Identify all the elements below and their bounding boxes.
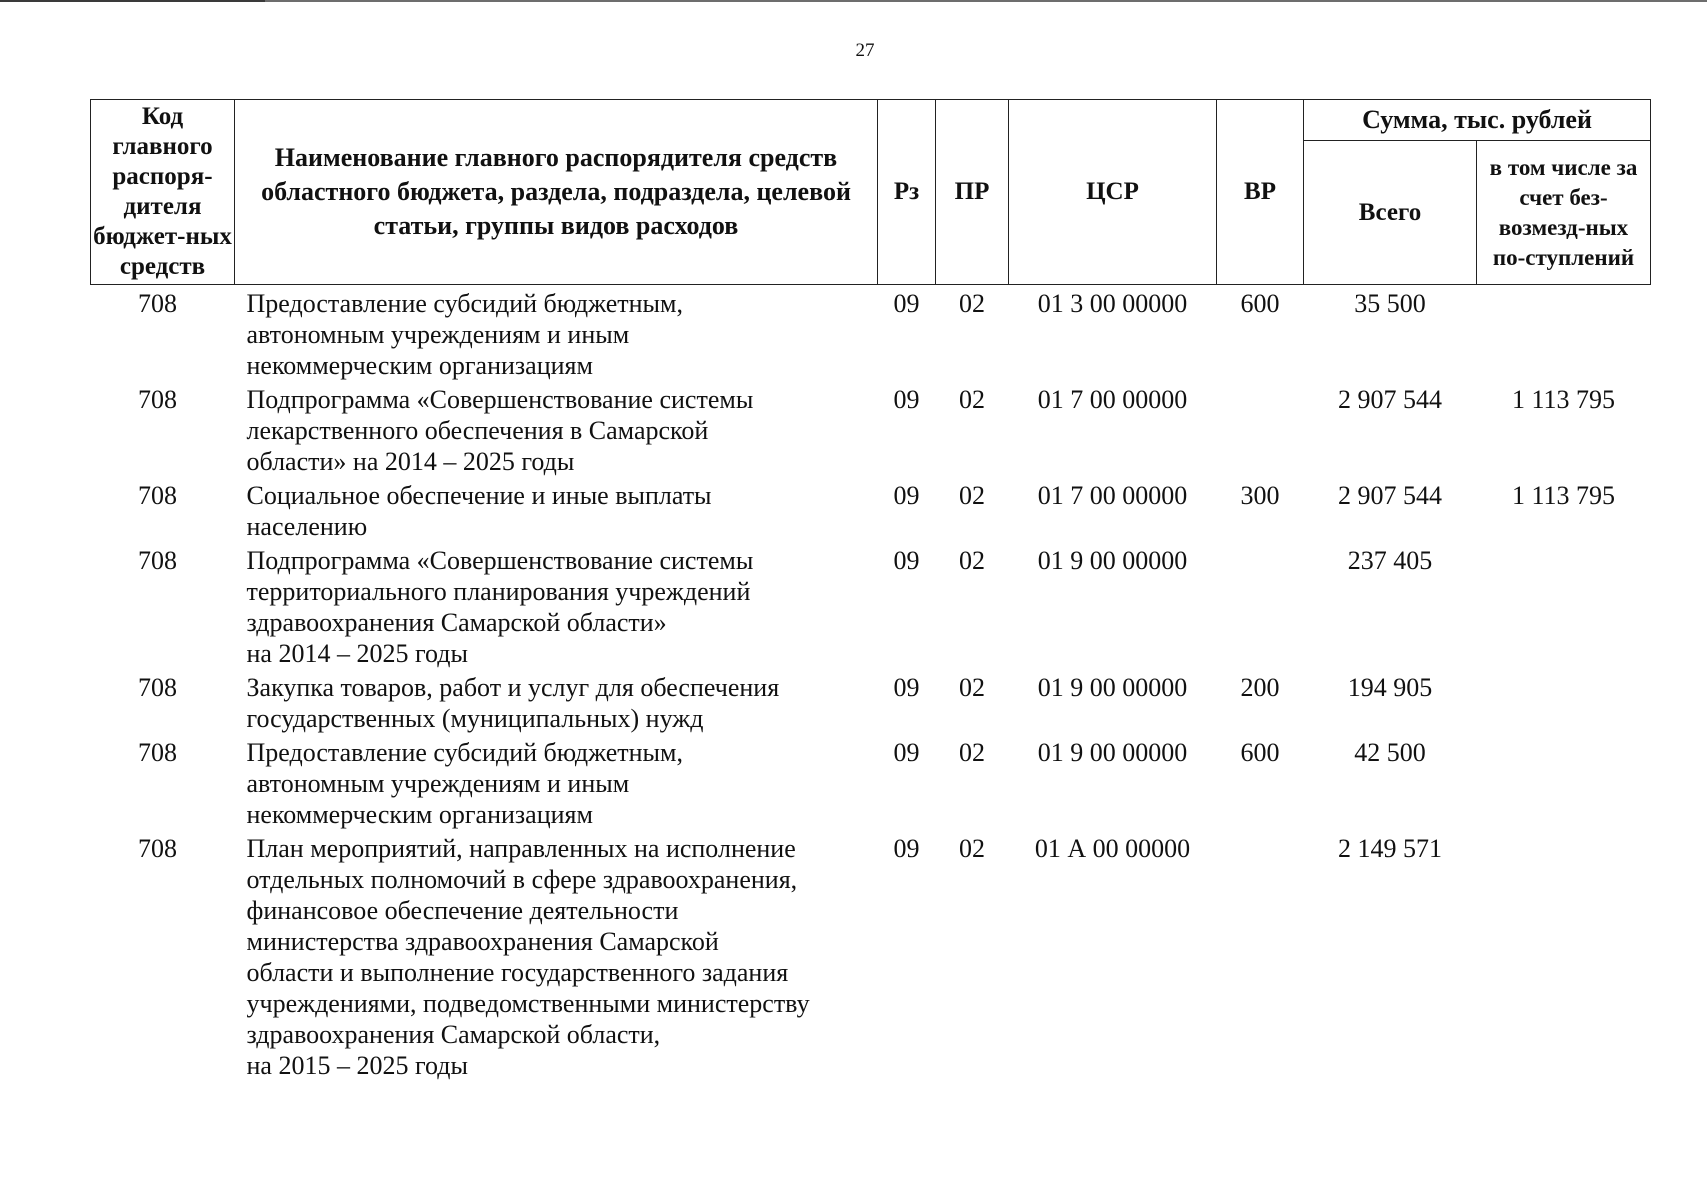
cell-name: Подпрограмма «Совершенствование системы территориального планирования учреждений здравоохранения Самарской области» на 2014 – 2025 годы <box>246 546 754 668</box>
cell-name: Закупка товаров, работ и услуг для обеспечения государственных (муниципальных) нужд <box>246 673 780 733</box>
cell-total: 42 500 <box>1354 738 1426 767</box>
cell-name: План мероприятий, направленных на исполнение отдельных полномочий в сфере здравоохранения, финансовое обеспечение деятельности министерства здравоохранения Самарской области и выполнение государственного задания учреждениями, подведомственными министерству здравоохранения Самарской области, на 2015 – 2025 годы <box>246 834 810 1080</box>
cell-total: 2 907 544 <box>1338 385 1442 414</box>
cell-total: 35 500 <box>1354 289 1426 318</box>
cell-pr: 02 <box>959 546 985 575</box>
header-pr-label: ПР <box>954 178 990 205</box>
cell-code: 708 <box>138 738 177 767</box>
cell-pr: 02 <box>959 385 985 414</box>
cell-vr <box>1217 381 1304 477</box>
header-sum-label: Сумма, тыс. рублей <box>1362 105 1592 134</box>
header-pr <box>936 100 1009 285</box>
table-row <box>91 542 1651 669</box>
cell-vr: 200 <box>1240 673 1280 702</box>
cell-vr: 300 <box>1240 481 1280 510</box>
table-header <box>91 100 1651 285</box>
cell-code: 708 <box>138 673 177 702</box>
cell-code: 708 <box>138 481 177 510</box>
cell-vr <box>1217 830 1304 1081</box>
cell-total: 2 149 571 <box>1338 834 1442 863</box>
cell-name: Предоставление субсидий бюджетным, автономным учреждениям и иным некоммерческим организациям <box>246 738 683 829</box>
cell-pr: 02 <box>959 481 985 510</box>
cell-vr: 600 <box>1240 289 1280 318</box>
header-rz-label: Рз <box>893 178 920 205</box>
cell-incl <box>1477 669 1651 734</box>
cell-rz: 09 <box>893 738 920 767</box>
cell-code: 708 <box>138 289 177 318</box>
header-csr <box>1009 100 1217 285</box>
header-rz <box>878 100 936 285</box>
cell-csr: 01 3 00 00000 <box>1037 289 1188 318</box>
cell-total: 2 907 544 <box>1338 481 1442 510</box>
page-number: 27 <box>855 40 875 61</box>
cell-incl <box>1477 542 1651 669</box>
cell-rz: 09 <box>893 289 920 318</box>
header-name <box>235 100 878 285</box>
table-row <box>91 669 1651 734</box>
cell-rz: 09 <box>893 673 920 702</box>
cell-csr: 01 9 00 00000 <box>1037 738 1188 767</box>
header-csr-label: ЦСР <box>1086 178 1139 205</box>
cell-vr: 600 <box>1240 738 1280 767</box>
cell-rz: 09 <box>893 385 920 414</box>
cell-code: 708 <box>138 546 177 575</box>
cell-csr: 01 7 00 00000 <box>1037 481 1188 510</box>
header-incl-label: в том числе за счет без-возмезд-ных по-ступлений <box>1489 154 1638 270</box>
cell-name: Предоставление субсидий бюджетным, автономным учреждениям и иным некоммерческим организациям <box>246 289 683 380</box>
header-total <box>1304 141 1477 285</box>
header-incl <box>1477 141 1651 285</box>
cell-pr: 02 <box>959 738 985 767</box>
table-row <box>91 285 1651 382</box>
cell-incl <box>1477 285 1651 382</box>
cell-incl: 1 113 795 <box>1511 481 1616 510</box>
table-row <box>91 830 1651 1081</box>
header-vr <box>1217 100 1304 285</box>
cell-csr: 01 7 00 00000 <box>1037 385 1188 414</box>
cell-pr: 02 <box>959 673 985 702</box>
cell-name: Подпрограмма «Совершенствование системы лекарственного обеспечения в Самарской области» на 2014 – 2025 годы <box>246 385 754 476</box>
header-code-label: Код главного распоря-дителя бюджет-ных средств <box>93 103 232 280</box>
cell-csr: 01 9 00 00000 <box>1037 546 1188 575</box>
cell-vr <box>1217 542 1304 669</box>
cell-total: 237 405 <box>1347 546 1433 575</box>
cell-incl: 1 113 795 <box>1511 385 1616 414</box>
cell-pr: 02 <box>959 834 985 863</box>
cell-csr: 01 А 00 00000 <box>1034 834 1191 863</box>
header-row-1 <box>91 100 1651 141</box>
scan-top-edge-dark <box>0 0 265 2</box>
header-code <box>91 100 235 285</box>
table-row <box>91 381 1651 477</box>
cell-code: 708 <box>138 834 177 863</box>
cell-code: 708 <box>138 385 177 414</box>
header-sum <box>1304 100 1651 141</box>
cell-pr: 02 <box>959 289 985 318</box>
cell-rz: 09 <box>893 481 920 510</box>
budget-table <box>90 99 1651 1081</box>
cell-rz: 09 <box>893 834 920 863</box>
cell-total: 194 905 <box>1347 673 1433 702</box>
header-vr-label: ВР <box>1244 178 1276 205</box>
cell-incl <box>1477 734 1651 830</box>
table-row <box>91 477 1651 542</box>
table-body <box>91 285 1651 1082</box>
cell-incl <box>1477 830 1651 1081</box>
header-total-label: Всего <box>1358 198 1422 226</box>
header-name-label: Наименование главного распорядителя средств областного бюджета, раздела, подраздела, целевой статьи, группы видов расходов <box>261 143 851 240</box>
cell-csr: 01 9 00 00000 <box>1037 673 1188 702</box>
cell-name: Социальное обеспечение и иные выплаты населению <box>246 481 712 541</box>
table-row <box>91 734 1651 830</box>
cell-rz: 09 <box>893 546 920 575</box>
